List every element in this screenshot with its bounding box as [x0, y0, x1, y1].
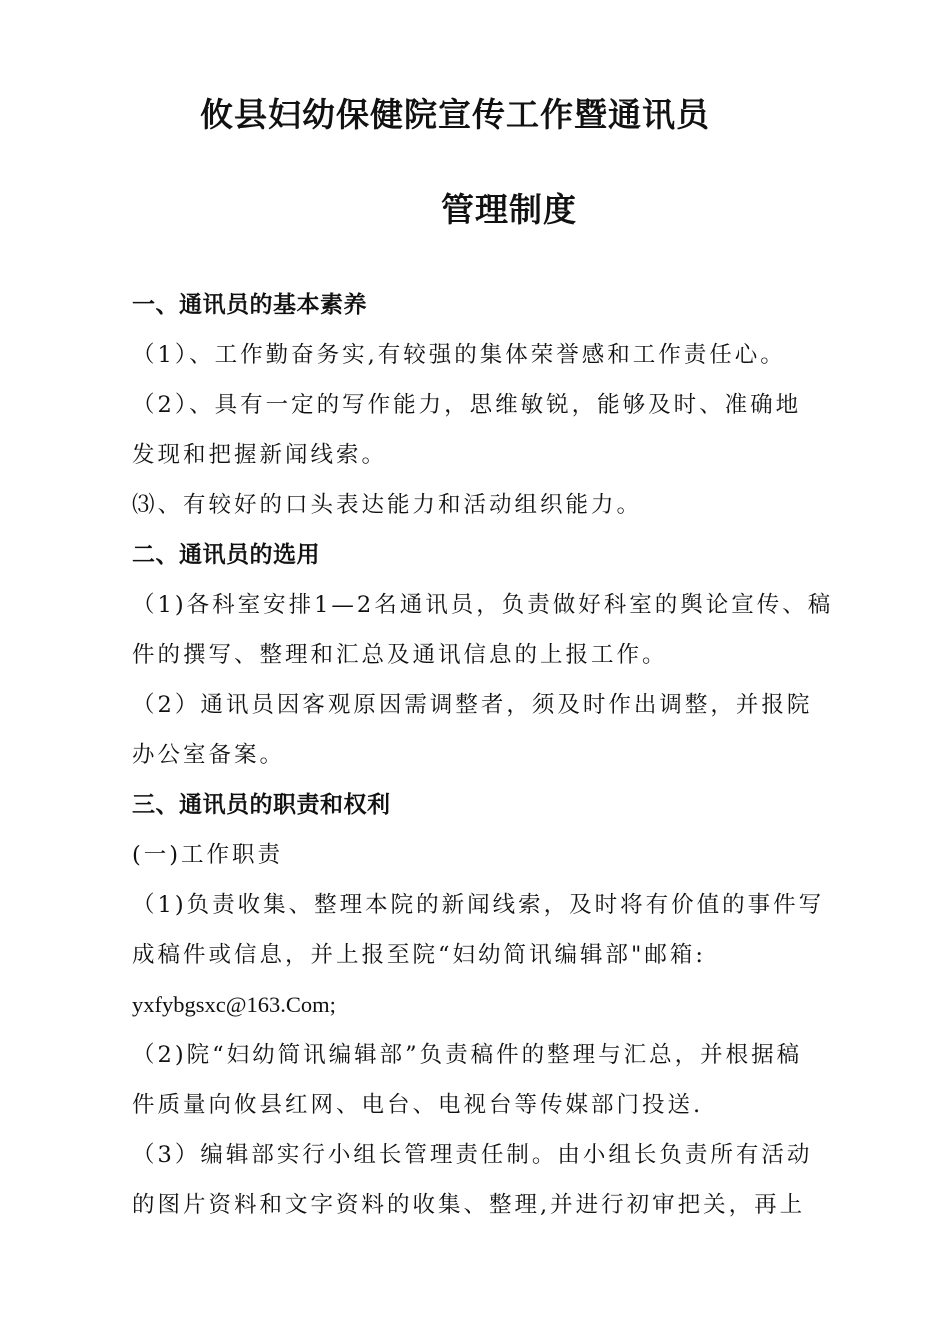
- paragraph-line: 办公室备案。: [132, 742, 286, 768]
- paragraph-line: （1)各科室安排1—2名通讯员，负责做好科室的舆论宣传、稿: [132, 592, 834, 618]
- paragraph-line: （1）、工作勤奋务实,有较强的集体荣誉感和工作责任心。: [132, 342, 786, 368]
- paragraph-line: （3）编辑部实行小组长管理责任制。由小组长负责所有活动: [132, 1142, 813, 1168]
- paragraph-line: 件质量向攸县红网、电台、电视台等传媒部门投送.: [132, 1092, 704, 1118]
- paragraph-line: （2）通讯员因客观原因需调整者，须及时作出调整，并报院: [132, 692, 813, 718]
- paragraph-line: （2)院“妇幼简讯编辑部”负责稿件的整理与汇总，并根据稿: [132, 1042, 803, 1068]
- document-title-line-1: 攸县妇幼保健院宣传工作暨通讯员: [200, 95, 710, 134]
- section-heading-selection: 二、通讯员的选用: [132, 541, 320, 568]
- paragraph-line: （1)负责收集、整理本院的新闻线索，及时将有价值的事件写: [132, 892, 825, 918]
- subsection-heading-work-duties: (一)工作职责: [132, 842, 284, 868]
- paragraph-line: ⑶、有较好的口头表达能力和活动组织能力。: [132, 492, 643, 518]
- email-address-line: yxfybgsxc@163.Com;: [132, 992, 336, 1017]
- paragraph-line: 发现和把握新闻线索。: [132, 442, 388, 468]
- section-heading-duties-rights: 三、通讯员的职责和权利: [132, 791, 391, 818]
- document-title-line-2: 管理制度: [441, 190, 577, 229]
- paragraph-line: 成稿件或信息，并上报至院“妇幼简讯编辑部"邮箱:: [132, 942, 706, 968]
- paragraph-line: （2）、具有一定的写作能力，思维敏锐，能够及时、准确地: [132, 392, 802, 418]
- paragraph-line: 件的撰写、整理和汇总及通讯信息的上报工作。: [132, 642, 668, 668]
- paragraph-line: 的图片资料和文字资料的收集、整理,并进行初审把关，再上: [132, 1192, 806, 1218]
- section-heading-basic-qualities: 一、通讯员的基本素养: [132, 291, 367, 318]
